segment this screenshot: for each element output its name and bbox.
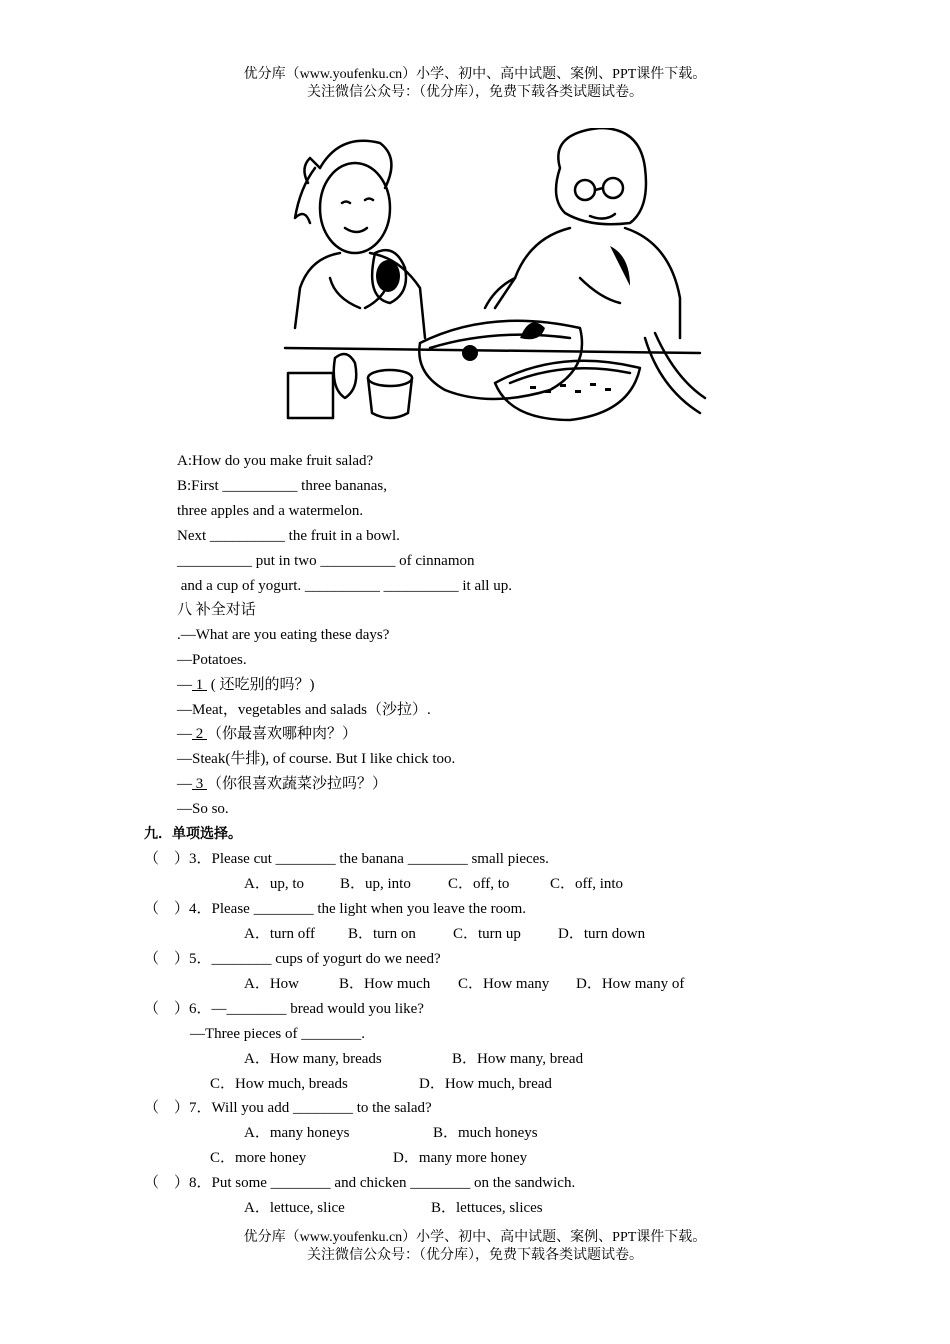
header-line-1: 优分库（www.youfenku.cn）小学、初中、高中试题、案例、PPT课件下载。	[243, 67, 707, 82]
q7-option: C．more honey	[210, 1150, 307, 1166]
blank-hint: （你很喜欢蔬菜沙拉吗？）	[207, 776, 388, 792]
dialogue-line: and a cup of yogurt. __________ __________ it all up.	[177, 578, 512, 594]
dash: —	[177, 776, 192, 792]
dash: —	[177, 726, 192, 742]
blank-line-2	[177, 724, 357, 744]
question-7-stem: （ ）7．Will you add ________ to the salad?	[144, 1100, 432, 1116]
q6-option: B．How many, bread	[452, 1051, 584, 1067]
question-8-stem: （ ）8．Put some ________ and chicken ________ on the sandwich.	[144, 1175, 576, 1191]
dialogue-line: —Meat，vegetables and salads（沙拉）.	[177, 702, 431, 718]
q6-option: C．How much, breads	[210, 1076, 348, 1092]
question-3-stem: （ ）3．Please cut ________ the banana ________ small pieces.	[144, 851, 549, 867]
dialogue-line: —Potatoes.	[177, 652, 247, 668]
q3-option: B．up, into	[340, 876, 411, 892]
question-6-stem-2: —Three pieces of ________.	[190, 1026, 365, 1042]
question-5-stem: （ ）5．________ cups of yogurt do we need?	[144, 951, 441, 967]
footer-line-2: 关注微信公众号：（优分库），免费下载各类试题试卷。	[307, 1248, 643, 1263]
q6-option: A．How many, breads	[244, 1051, 382, 1067]
dash: —	[177, 677, 192, 693]
q6-option: D．How much, bread	[419, 1076, 552, 1092]
dialogue-line: __________ put in two __________ of cinnamon	[177, 553, 475, 569]
header-line-2: 关注微信公众号：（优分库），免费下载各类试题试卷。	[307, 85, 643, 100]
dialogue-line: three apples and a watermelon.	[177, 503, 364, 519]
q8-option: A．lettuce, slice	[244, 1200, 345, 1216]
blank-line-1	[177, 675, 315, 695]
q4-option: A．turn off	[244, 926, 315, 942]
blank-number: 2	[192, 726, 207, 742]
section-9-title: 九．单项选择。	[144, 826, 242, 842]
q7-option: A．many honeys	[244, 1125, 350, 1141]
q5-option: A．How	[244, 976, 299, 992]
q7-option: D．many more honey	[393, 1150, 528, 1166]
q8-option: B．lettuces, slices	[431, 1200, 543, 1216]
dialogue-line: B:First __________ three bananas,	[177, 478, 387, 494]
page-header	[0, 66, 950, 102]
blank-line-3	[177, 774, 387, 794]
dialogue-line: A:How do you make fruit salad?	[177, 453, 374, 469]
blank-number: 3	[192, 776, 207, 792]
dialogue-line: —Steak(牛排), of course. But I like chick too.	[177, 751, 456, 767]
q3-option: A．up, to	[244, 876, 305, 892]
dialogue-line: Next __________ the fruit in a bowl.	[177, 528, 400, 544]
cooking-illustration	[280, 128, 708, 426]
q4-option: D．turn down	[558, 926, 646, 942]
page-footer	[0, 1229, 950, 1265]
q5-option: D．How many of	[576, 976, 685, 992]
q3-option: C．off, to	[448, 876, 510, 892]
question-4-stem: （ ）4．Please ________ the light when you leave the room.	[144, 901, 527, 917]
q4-option: B．turn on	[348, 926, 416, 942]
question-6-stem: （ ）6．—________ bread would you like?	[144, 1001, 424, 1017]
q5-option: B．How much	[339, 976, 431, 992]
q7-option: B．much honeys	[433, 1125, 538, 1141]
q3-option: C．off, into	[550, 876, 624, 892]
q4-option: C．turn up	[453, 926, 521, 942]
dialogue-line: —So so.	[177, 801, 229, 817]
blank-hint: （你最喜欢哪种肉？）	[207, 726, 358, 742]
q5-option: C．How many	[458, 976, 550, 992]
blank-hint: ( 还吃别的吗？)	[207, 677, 315, 693]
dialogue-line: .—What are you eating these days?	[177, 627, 390, 643]
blank-number: 1	[192, 677, 207, 693]
footer-line-1: 优分库（www.youfenku.cn）小学、初中、高中试题、案例、PPT课件下载。	[243, 1230, 707, 1245]
section-8-title: 八 补全对话	[177, 602, 256, 618]
